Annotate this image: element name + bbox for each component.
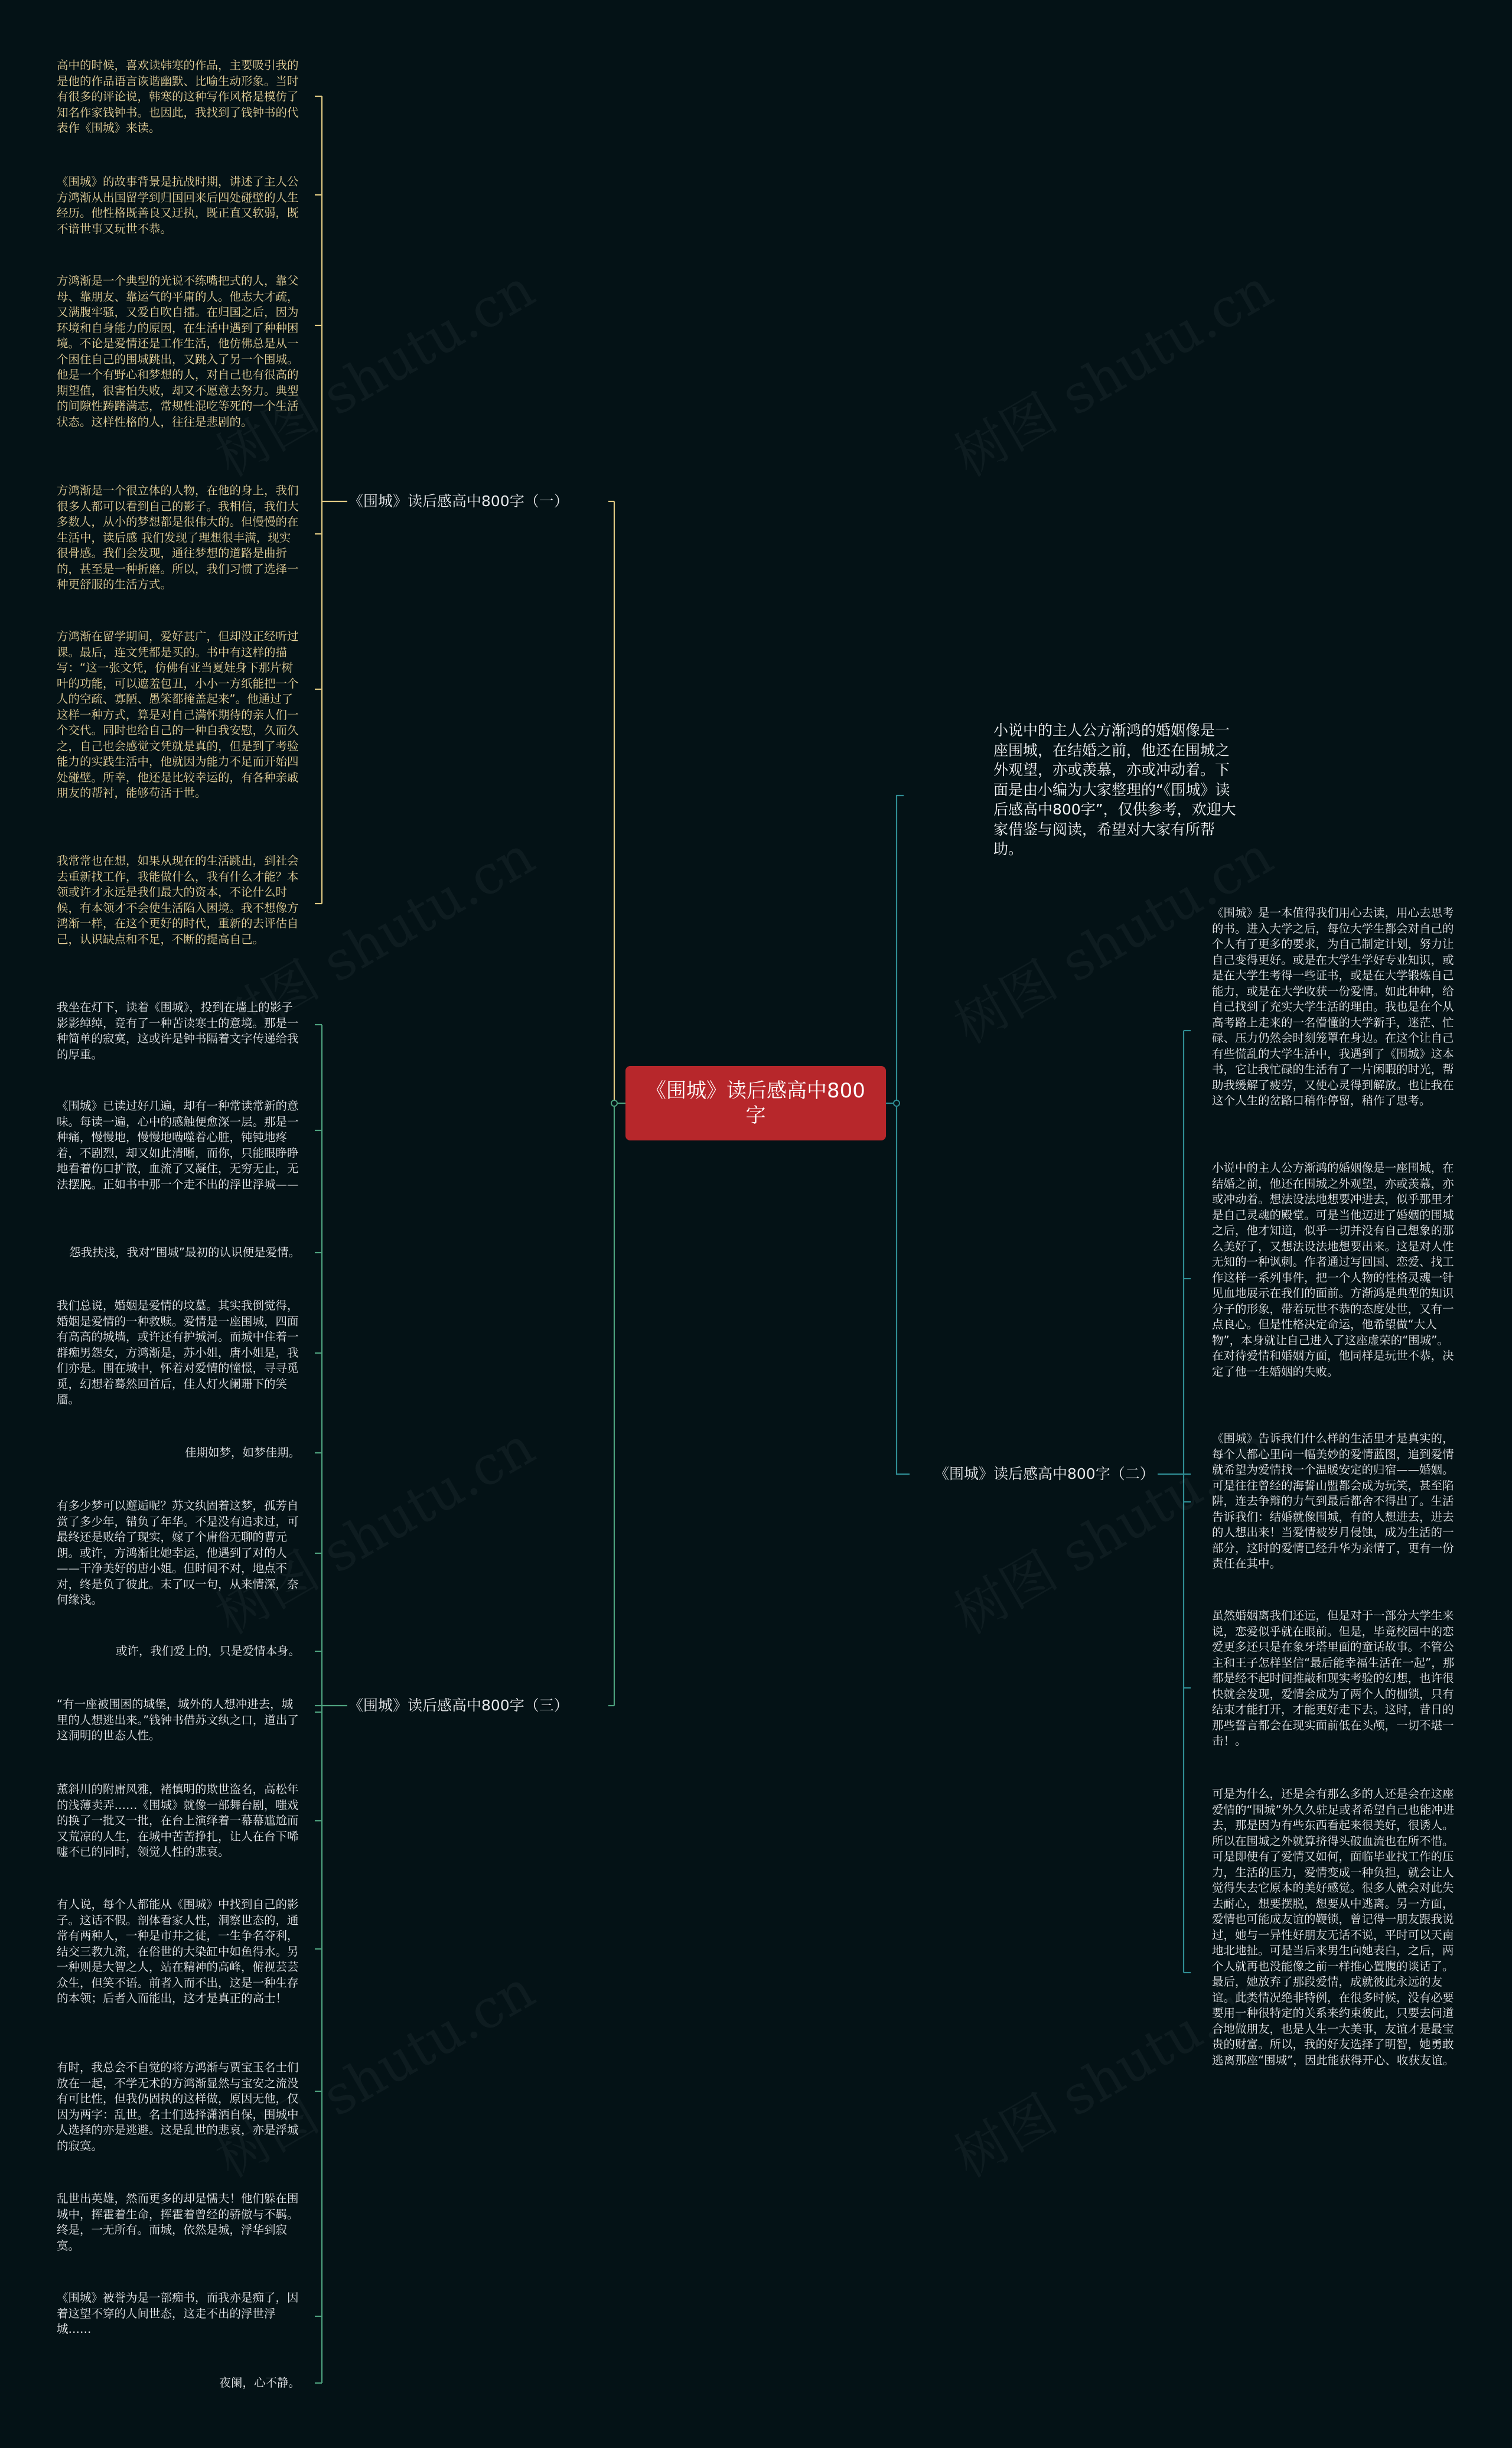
root-to-branch-two [897,1103,910,1474]
root-topic[interactable]: 《围城》读后感高中800字 [625,1066,886,1140]
connector-node [894,1100,900,1106]
branch-three-leaf[interactable]: 《围城》已读过好几遍，却有一种常读常新的意味。每读一遍，心中的感触便愈深一层。那是一种痛，慢慢地，慢慢地啮噬着心脏，钝钝地疼着，不剧烈，却又如此清晰，而你，只能眼睁睁地看着伤口扩散，血流了又凝住，无穷无止，无法摆脱。正如书中那一个走不出的浮世浮城—— [57,1099,299,1191]
branch-three-label[interactable]: 《围城》读后感高中800字（三） [348,1697,569,1714]
branch-three-leaf[interactable]: 夜阑，心不静。 [219,2376,300,2390]
branch-one-leaf[interactable]: 高中的时候，喜欢读韩寒的作品，主要吸引我的是他的作品语言诙谐幽默、比喻生动形象。当时有很多的评论说，韩寒的这种写作风格是模仿了知名作家钱钟书。也因此，我找到了钱钟书的代表作《围城》来读。 [57,58,299,135]
branch-three-leaf[interactable]: 有人说，每个人都能从《围城》中找到自己的影子。这话不假。剖体看家人性，洞察世态的，通常有两种人，一种是市井之徒，一生争名夺利，结交三教九流，在俗世的大染缸中如鱼得水。另一种则是大智之人，站在精神的高峰，俯视芸芸众生，但笑不语。前者入而不出，这是一种生存的本领；后者入而能出，这才是真正的高士！ [57,1898,299,2005]
branch-two-label[interactable]: 《围城》读后感高中800字（二） [934,1465,1155,1482]
branch-three-leaf[interactable]: 有多少梦可以邂逅呢？苏文纨固着这梦，孤芳自赏了多少年，错负了年华。不是没有追求过，可最终还是败给了现实，嫁了个庸俗无聊的曹元朗。或许，方鸿渐比她幸运，他遇到了对的人——干净美好的唐小姐。但时间不对，地点不对，终是负了彼此。末了叹一句，从来情深，奈何缘浅。 [57,1499,299,1606]
branch-three-leaf[interactable]: 我们总说，婚姻是爱情的坟墓。其实我倒觉得，婚姻是爱情的一种救赎。爱情是一座围城，四面有高高的城墙，或许还有护城河。而城中住着一群痴男怨女，方鸿渐是，苏小姐，唐小姐是，我们亦是。围在城中，怀着对爱情的憧憬，寻寻觅觅，幻想着蓦然回首后，佳人灯火阑珊下的笑靥。 [57,1299,299,1406]
branch-two-leaf[interactable]: 《围城》告诉我们什么样的生活里才是真实的，每个人都心里向一幅美妙的爱情蓝图，追到爱情就希望为爱情找一个温暖安定的归宿——婚姻。可是往往曾经的海誓山盟都会成为玩笑，甚至陷阱，连去争辩的力气到最后都舍不得出了。生活告诉我们：结婚就像围城，有的人想进去，进去的人想出来！当爱情被岁月侵蚀，成为生活的一部分，这时的爱情已经升华为亲情了，更有一份责任在其中。 [1212,1432,1454,1570]
branch-one-leaf[interactable]: 方鸿渐是一个很立体的人物，在他的身上，我们很多人都可以看到自己的影子。我相信，我们大多数人，从小的梦想都是很伟大的。但慢慢的在生活中，读后感 我们发现了理想很丰满，现实很骨感。我们会发现，通往梦想的道路是曲折的，甚至是一种折磨。所以，我们习惯了选择一种更舒服的生活方式。 [57,484,299,591]
branch-three-leaf[interactable]: 薰斜川的附庸风雅，褚慎明的欺世盗名，高松年的浅薄卖弄……《围城》就像一部舞台剧，嗤戏的换了一批又一批，在台上演绎着一幕幕尴尬而又荒凉的人生，在城中苦苦挣扎，让人在台下唏嘘不已的同时，领觉人性的悲哀。 [57,1782,299,1859]
branch-one-label[interactable]: 《围城》读后感高中800字（一） [348,493,569,510]
branch-three-leaf[interactable]: 佳期如梦，如梦佳期。 [184,1446,300,1459]
branch-two-leaf[interactable]: 可是为什么，还是会有那么多的人还是会在这座爱情的“围城”外久久驻足或者希望自己也能冲进去，那是因为有些东西看起来很美好，很诱人。所以在围城之外就算挤得头破血流也在所不惜。可是即使有了爱情又如何，面临毕业找工作的压力，生活的压力，爱情变成一种负担，就会让人觉得失去它原本的美好感觉。很多人就会对此失去耐心，想要摆脱，想要从中逃离。另一方面，爱情也可能成友谊的鞭锁，曾记得一朋友跟我说过，她与一异性好朋友无话不说，平时可以天南地北地扯。可是当后来男生向她表白，之后，两个人就再也没能像之前一样推心置腹的谈话了。最后，她放弃了那段爱情，成就彼此永远的友谊。此类情况绝非特例，在很多时候，没有必要要用一种很特定的关系来约束彼此，只要去问道合地做朋友，也是人生一大美事，友谊才是最宝贵的财富。所以，我的好友选择了明智，她勇敢逃离那座“围城”，因此能获得开心、收获友谊。 [1212,1787,1455,2067]
branch-three-leaf[interactable]: 《围城》被誉为是一部痴书，而我亦是痴了，因着这望不穿的人间世态，这走不出的浮世浮城…… [57,2291,299,2336]
branch-two-leaf[interactable]: 《围城》是一本值得我们用心去读，用心去思考的书。进入大学之后，每位大学生都会对自己的个人有了更多的要求，为自己制定计划，努力让自己变得更好。或是在大学生学好专业知识，或是在大学生考得一些证书，或是在大学锻炼自己能力，或是在大学收获一份爱情。如此种种，给自己找到了充实大学生活的理由。我也是在个从高考路上走来的一名懵懂的大学新手，迷茫、忙碌、压力仍然会时刻笼罩在身边。在这个让自己有些慌乱的大学生活中，我遇到了《围城》这本书，它让我忙碌的生活有了一片闲暇的时光，帮助我缓解了疲劳，又使心灵得到解放。也让我在这个人生的岔路口稍作停留，稍作了思考。 [1212,906,1454,1107]
branch-one-leaf[interactable]: 我常常也在想，如果从现在的生活跳出，到社会去重新找工作，我能做什么，我有什么才能？本领或许才永远是我们最大的资本，不论什么时候，有本领才不会使生活陷入困境。我不想像方鸿渐一样，在这个更好的时代，重新的去评估自己，认识缺点和不足，不断的提高自己。 [57,854,299,946]
branch-three-leaf[interactable]: 我坐在灯下，读着《围城》，投到在墙上的影子影影绰绰，竟有了一种苦读寒士的意境。那是一种简单的寂寞，这或许是钟书隔着文字传递给我的厚重。 [57,1000,299,1061]
branch-three-leaf[interactable]: “有一座被围困的城堡，城外的人想冲进去，城里的人想逃出来。”钱钟书借苏文纨之口，道出了这洞明的世态人性。 [57,1697,299,1742]
branch-three-leaf[interactable]: 怨我扶浅，我对“围城”最初的认识便是爱情。 [69,1246,300,1259]
branch-two-leaf[interactable]: 虽然婚姻离我们还远，但是对于一部分大学生来说，恋爱似乎就在眼前。但是，毕竟校园中的恋爱更多还只是在象牙塔里面的童话故事。不管公主和王子怎样坚信“最后能幸福生活在一起”，那都是经不起时间推敲和现实考验的幻想，也许很快就会发现，爱情会成为了两个人的枷锁，只有结束才能打开，才能更好走下去。这时，昔日的那些誓言都会在现实面前低在头颅，一切不堪一击！。 [1212,1609,1455,1748]
branch-three-leaf[interactable]: 或许，我们爱上的，只是爱情本身。 [115,1644,300,1658]
intro-note[interactable]: 小说中的主人公方渐鸿的婚姻像是一座围城，在结婚之前，他还在围城之外观望，亦或羡慕，亦或冲动着。下面是由小编为大家整理的“《围城》读后感高中800字”，仅供参考，欢迎大家借鉴与阅读，希望对大家有所帮助。 [993,722,1236,858]
branch-one-leaf[interactable]: 《围城》的故事背景是抗战时期，讲述了主人公方鸿渐从出国留学到归国回来后四处碰壁的人生经历。他性格既善良又迂执，既正直又软弱，既不谙世事又玩世不恭。 [57,175,299,236]
connector-node [611,1100,617,1106]
root-to-intro [897,796,904,1103]
branch-two-leaf[interactable]: 小说中的主人公方渐鸿的婚姻像是一座围城，在结婚之前，他还在围城之外观望，亦或羡慕，亦或冲动着。想法设法地想要冲进去，似乎那里才是自己灵魂的殿堂。可是当他迈进了婚姻的围城之后，他才知道，似乎一切并没有自己想象的那么美好了，又想法设法地想要出来。这是对人性无知的一种讽刺。作者通过写回国、恋爱、找工作这样一系列事件，把一个人物的性格灵魂一针见血地展示在我们的面前。方渐鸿是典型的知识分子的形象，带着玩世不恭的态度处世，又有一点良心。但是性格决定命运，他希望做“大人物”，本身就让自己进入了这座虚荣的“围城”。在对待爱情和婚姻方面，他同样是玩世不恭，决定了他一生婚姻的失败。 [1212,1161,1454,1378]
branch-one-leaf[interactable]: 方鸿渐在留学期间，爱好甚广，但却没正经听过课。最后，连文凭都是买的。书中有这样的描写：“这一张文凭，仿佛有亚当夏娃身下那片树叶的功能，可以遮羞包丑，小小一方纸能把一个人的空疏、寡陋、愚笨都掩盖起来”。他通过了这样一种方式，算是对自己满怀期待的亲人们一个交代。同时也给自己的一种自我安慰，久而久之，自己也会感觉文凭就是真的，但是到了考验能力的实践生活中，他就因为能力不足而开始四处碰壁。所幸，他还是比较幸运的，有各种亲戚朋友的帮衬，能够苟活于世。 [57,630,299,800]
branch-three-leaf[interactable]: 有时，我总会不自觉的将方鸿渐与贾宝玉名士们放在一起，不学无术的方鸿渐显然与宝安之流没有可比性，但我仍固执的这样做，原因无他，仅因为两字：乱世。名士们选择潇洒自保，围城中人选择的亦是逃避。这是乱世的悲哀，亦是浮城的寂寞。 [57,2061,299,2153]
branch-one-leaf[interactable]: 方鸿渐是一个典型的光说不练嘴把式的人，靠父母、靠朋友、靠运气的平庸的人。他志大才疏，又满腹牢骚，又爱自吹自擂。在归国之后，因为环境和自身能力的原因，在生活中遇到了种种困境。不论是爱情还是工作生活，他仿佛总是从一个困住自己的围城跳出，又跳入了另一个围城。他是一个有野心和梦想的人，对自己也有很高的期望值，很害怕失败，却又不愿意去努力。典型的间隙性踌躇满志，常规性混吃等死的一个生活状态。这样性格的人，往往是悲剧的。 [57,274,299,429]
branch-three-leaf[interactable]: 乱世出英雄，然而更多的却是懦夫！他们躲在围城中，挥霍着生命，挥霍着曾经的骄傲与不羁。终是，一无所有。而城，依然是城，浮华到寂寞。 [57,2192,299,2253]
